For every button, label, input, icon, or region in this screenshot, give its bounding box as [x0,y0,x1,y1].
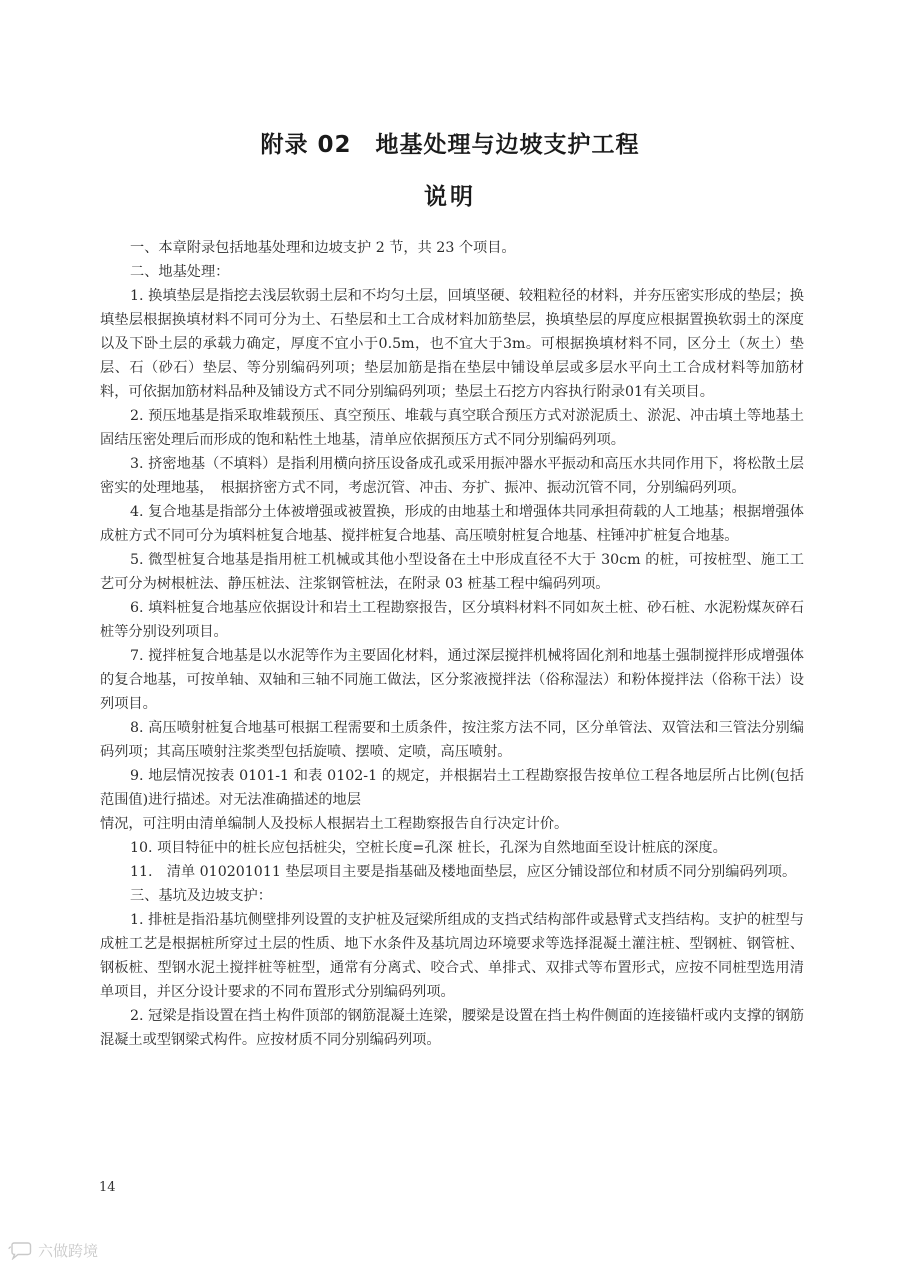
paragraph-item-6: 6. 填料桩复合地基应依据设计和岩土工程勘察报告，区分填料材料不同如灰土桩、砂石桩、水泥粉煤灰碎石桩等分别设列项目。 [100,600,804,640]
chat-bubble-icon [8,1242,32,1260]
paragraph-item-8: 8. 高压喷射桩复合地基可根据工程需要和土质条件，按注浆方法不同，区分单管法、双管法和三管法分别编码列项；其高压喷射注浆类型包括旋喷、摆喷、定喷，高压喷射。 [100,720,804,760]
paragraph-item-4: 4. 复合地基是指部分土体被增强或被置换，形成的由地基土和增强体共同承担荷载的人工地基；根据增强体成桩方式不同可分为填料桩复合地基、搅拌桩复合地基、高压喷射桩复合地基、柱锤冲扩桩复合地基。 [100,504,804,544]
paragraph-item-7: 7. 搅拌桩复合地基是以水泥等作为主要固化材料，通过深层搅拌机械将固化剂和地基土强制搅拌形成增强体的复合地基，可按单轴、双轴和三轴不同施工做法，区分浆液搅拌法（俗称湿法）和粉体搅拌法（俗称干法）设列项目。 [100,648,804,712]
document-body [100,236,804,1052]
paragraph-item-10: 10. 项目特征中的桩长应包括桩尖，空桩长度=孔深 桩长，孔深为自然地面至设计桩底的深度。 [130,840,727,856]
heading-slope-support: 三、基坑及边坡支护： [130,888,272,904]
paragraph-support-item-2: 2. 冠梁是指设置在挡土构件顶部的钢筋混凝土连梁，腰梁是设置在挡土构件侧面的连接锚杆或内支撑的钢筋混凝土或型钢梁式构件。应按材质不同分别编码列项。 [100,1008,804,1048]
watermark [8,1240,98,1261]
paragraph-item-1: 1. 换填垫层是指挖去浅层软弱土层和不均匀土层，回填坚硬、较粗粒径的材料，并夯压密实形成的垫层；换填垫层根据换填材料不同可分为土、石垫层和土工合成材料加筋垫层，换填垫层的厚度应根据置换软弱土的深度以及下卧土层的承载力确定，厚度不宜小于0.5m，也不宜大于3m。可根据换填材料不同，区分土（灰土）垫层、石（砂石）垫层、等分别编码列项；垫层加筋是指在垫层中铺设单层或多层水平向土工合成材料等加筋材料，可依据加筋材料品种及铺设方式不同分别编码列项；垫层土石挖方内容执行附录01有关项目。 [100,288,804,400]
paragraph-support-item-1: 1. 排桩是指沿基坑侧壁排列设置的支护桩及冠梁所组成的支挡式结构部件或悬臂式支挡结构。支护的桩型与成桩工艺是根据桩所穿过土层的性质、地下水条件及基坑周边环境要求等选择混凝土灌注桩、型钢桩、钢管桩、钢板桩、型钢水泥土搅拌桩等桩型，通常有分离式、咬合式、单排式、双排式等布置形式，应按不同桩型选用清单项目，并区分设计要求的不同布置形式分别编码列项。 [100,912,804,1000]
paragraph-item-2: 2. 预压地基是指采取堆载预压、真空预压、堆载与真空联合预压方式对淤泥质土、淤泥、冲击填土等地基土固结压密处理后而形成的饱和粘性土地基，清单应依据预压方式不同分别编码列项。 [100,408,804,448]
heading-ground-treatment: 二、地基处理： [130,264,230,280]
paragraph-scope: 一、本章附录包括地基处理和边坡支护 2 节，共 23 个项目。 [130,240,516,256]
paragraph-item-3: 3. 挤密地基（不填料）是指利用横向挤压设备成孔或采用振冲器水平振动和高压水共同作用下，将松散土层密实的处理地基， 根据挤密方式不同，考虑沉管、冲击、夯扩、振冲、振动沉管不同，分别编码列项。 [100,456,804,496]
paragraph-item-9-continued: 情况，可注明由清单编制人及投标人根据岩土工程勘察报告自行决定计价。 [100,816,569,832]
watermark-text: 六做跨境 [38,1242,99,1260]
section-heading: 说明 [424,184,476,210]
paragraph-item-11: 11. 清单 010201011 垫层项目主要是指基础及楼地面垫层，应区分铺设部位和材质不同分别编码列项。 [130,864,797,880]
appendix-title: 附录 02 地基处理与边坡支护工程 [260,132,640,158]
paragraph-item-9: 9. 地层情况按表 0101-1 和表 0102-1 的规定，并根据岩土工程勘察报告按单位工程各地层所占比例(包括范围值)进行描述。对无法准确描述的地层 [100,768,804,808]
page-number: 14 [99,1180,116,1195]
paragraph-item-5: 5. 微型桩复合地基是指用桩工机械或其他小型设备在土中形成直径不大于 30cm 的桩，可按桩型、施工工艺可分为树根桩法、静压桩法、注浆钢管桩法，在附录 03 桩基工程中编码列项。 [100,552,804,592]
